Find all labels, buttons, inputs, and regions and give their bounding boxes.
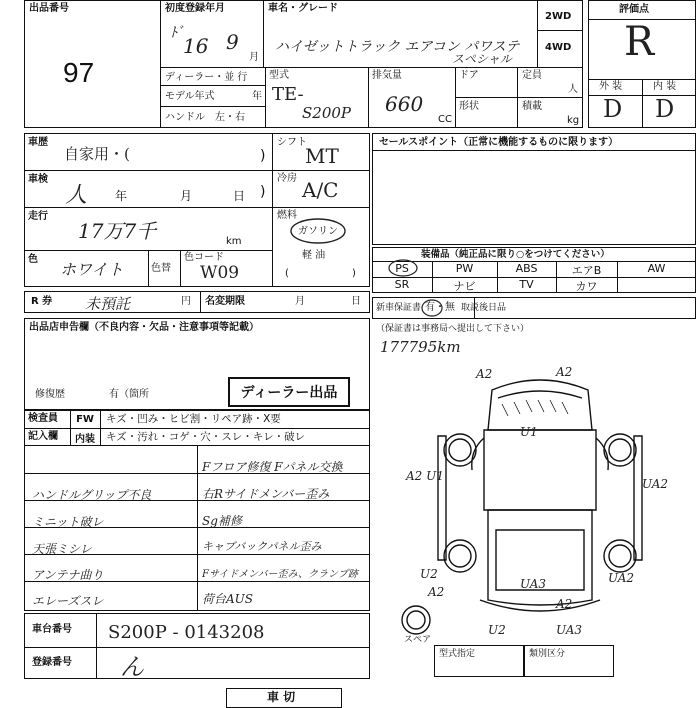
shaken-label: 車検 <box>28 174 48 185</box>
ac-value: A/C <box>302 178 339 202</box>
equip-sr[interactable]: SR <box>394 278 410 291</box>
interior-items: キズ・汚れ・コゲ・穴・スレ・キレ・破レ <box>106 431 306 443</box>
category-box <box>524 645 614 677</box>
mark-bed: UA3 <box>520 577 547 591</box>
mark-left-side: A2 U1 <box>406 469 444 483</box>
repair-label: 修復歴 <box>35 389 65 400</box>
model-value-2: S200P <box>302 104 351 122</box>
fuel-gasoline[interactable]: ガソリン <box>298 226 338 237</box>
history-label: 車歴 <box>28 137 48 148</box>
name-change-day-unit: 日 <box>351 296 361 307</box>
first-registration-label: 初度登録年月 <box>165 3 225 14</box>
mark-cab-top: U1 <box>520 425 538 439</box>
capacity-label: 定員 <box>522 70 542 81</box>
model-year-unit: 年 <box>252 91 262 102</box>
vehicle-grade: スペシャル <box>452 52 512 66</box>
mark-front-left: A2 <box>476 367 493 381</box>
equip-aw[interactable]: AW <box>647 262 666 275</box>
spare-label: スペア <box>404 635 432 645</box>
dealer-stamp-text: ディーラー出品 <box>240 385 338 401</box>
cc-unit: CC <box>438 114 452 125</box>
name-change-month-unit: 月 <box>295 296 305 307</box>
model-year-label: モデル年式 <box>165 91 215 102</box>
equipment-title: 装備品（純正品に限り○をつけてください） <box>421 249 610 260</box>
door-label: ドア <box>459 70 479 81</box>
lot-number-label: 出品番号 <box>29 3 69 14</box>
note-left-3: 天張ミシレ <box>32 542 92 556</box>
vehicle-damage-diagram <box>380 360 696 650</box>
model-label: 型式 <box>269 70 289 81</box>
lot-number-box <box>24 0 161 128</box>
sales-point-box <box>372 133 696 245</box>
equip-tv[interactable]: TV <box>519 278 534 291</box>
fuel-label: 燃料 <box>277 210 297 221</box>
dealer-stamp <box>228 377 350 407</box>
shift-value: MT <box>305 144 339 168</box>
shaken-mark: 人 <box>65 183 88 208</box>
equip-pw[interactable]: PW <box>455 262 474 275</box>
color-value: ホワイト <box>60 260 124 279</box>
yen-unit: 円 <box>181 296 191 307</box>
load-label: 積載 <box>522 101 542 112</box>
equip-ps[interactable]: PS <box>395 262 409 275</box>
km-unit: km <box>226 236 242 247</box>
later-item-label: 後日品 <box>479 303 507 313</box>
manual-label: 取説 <box>461 303 480 313</box>
note-right-2: 右Rサイドメンバー歪み <box>202 487 330 501</box>
note-right-4: キャブバックパネル歪み <box>202 540 322 553</box>
exterior-tag: FW <box>76 413 94 425</box>
warranty-value[interactable]: 有・無 <box>425 302 455 313</box>
shift-label: シフト <box>277 137 307 148</box>
era-mark: ﾄﾞ <box>170 25 184 41</box>
shaken-day-unit: 日 <box>233 189 246 203</box>
model-spec-box <box>434 645 524 677</box>
dealer-label: ディーラー・並 行 <box>165 72 248 83</box>
writer-label: 記入欄 <box>28 431 58 442</box>
sales-point-title: セールスポイント（正常に機能するものに限ります） <box>379 137 619 148</box>
fuel-diesel[interactable]: 軽 油 <box>302 250 326 261</box>
displacement-label: 排気量 <box>372 70 402 81</box>
handle-options[interactable]: 左・右 <box>215 112 245 123</box>
note-right-6: 荷台AUS <box>202 592 254 606</box>
main-spec-box <box>160 0 583 128</box>
kg-unit: kg <box>567 115 580 126</box>
mileage-value: 17万7千 <box>78 219 157 243</box>
recycle-value: 未預託 <box>85 295 131 313</box>
repair-value: 有（箇所 <box>109 389 149 400</box>
color-code-label: 色コード <box>184 252 224 263</box>
shape-label: 形状 <box>459 101 479 112</box>
grade-label: 評価点 <box>619 4 649 15</box>
category-label: 類別区分 <box>529 649 566 659</box>
odometer-note: 177795km <box>380 338 461 356</box>
shaken-month-unit: 月 <box>180 189 193 203</box>
note-left-4: アンテナ曲り <box>32 568 104 582</box>
interior-grade: D <box>655 95 675 123</box>
vehicle-name-label: 車名・グレード <box>268 3 338 14</box>
mark-right-rear: UA2 <box>608 571 635 585</box>
history-close: ) <box>260 148 266 164</box>
mark-right-side: UA2 <box>642 477 669 491</box>
grade-value: R <box>624 19 655 65</box>
inspector-label: 検査員 <box>28 413 58 424</box>
grade-box <box>588 0 696 128</box>
cut-label: 車 切 <box>267 690 296 704</box>
mark-rear-u2: U2 <box>488 623 506 637</box>
note-left-2: ミニット破レ <box>32 515 104 529</box>
chassis-label: 車台番号 <box>32 624 72 635</box>
fuel-paren-close: ) <box>352 268 356 279</box>
color-label: 色 <box>28 254 38 265</box>
color-change-label: 色替 <box>151 263 171 274</box>
equip-airbag[interactable]: エアB <box>571 264 602 277</box>
recycle-row <box>24 291 370 313</box>
registration-year: 16 <box>183 34 209 58</box>
month-unit: 月 <box>249 52 259 63</box>
shaken-year-unit: 年 <box>115 189 128 203</box>
exterior-items: キズ・凹み・ヒビ割・リペア跡・X要 <box>106 413 281 425</box>
mark-rear-a2: A2 <box>428 585 445 599</box>
exterior-label: 外 装 <box>599 81 623 92</box>
warranty-answer-circle <box>420 298 444 318</box>
warranty-row <box>372 297 696 319</box>
warranty-note: （保証書は事務局へ提出して下さい） <box>376 324 530 334</box>
equip-navi[interactable]: ナビ <box>453 280 476 293</box>
mark-rear-bumper: A2 <box>556 597 573 611</box>
warranty-label: 新車保証書 <box>376 303 422 313</box>
mileage-label: 走行 <box>28 211 48 222</box>
mark-front-right: A2 <box>556 365 573 379</box>
note-left-1: ハンドルグリップ不良 <box>32 488 152 502</box>
history-value: 自家用・( <box>64 145 130 163</box>
equip-abs[interactable]: ABS <box>515 262 538 275</box>
chassis-value: S200P - 0143208 <box>108 622 265 643</box>
model-spec-label: 型式指定 <box>439 649 476 659</box>
note-left-5: エレーズスレ <box>32 594 104 608</box>
report-title: 出品店申告欄（不良内容・欠品・注意事項等記載） <box>29 322 259 333</box>
note-right-3: Sg補修 <box>202 514 242 528</box>
ac-label: 冷房 <box>277 173 297 184</box>
reg-number-label: 登録番号 <box>32 657 72 668</box>
mark-rear-ua3: UA3 <box>556 623 583 637</box>
recycle-label: R 券 <box>31 296 53 307</box>
gasoline-circle <box>288 216 348 246</box>
color-code-value: W09 <box>200 263 240 283</box>
drive-2wd[interactable]: 2WD <box>545 11 572 22</box>
note-right-1: Fフロア修復 Fパネル交換 <box>202 460 343 474</box>
fuel-paren-open: ( <box>285 268 289 279</box>
shaken-close: ) <box>260 184 266 200</box>
lot-number: 97 <box>63 57 95 88</box>
interior-tag: 内装 <box>75 433 95 445</box>
note-right-5: Fサイドメンバー歪み、クランプ跡 <box>202 569 359 580</box>
drive-4wd[interactable]: 4WD <box>545 42 572 53</box>
model-value: TE- <box>272 84 304 105</box>
exterior-grade: D <box>603 95 623 123</box>
reg-number-value: ん <box>120 653 144 681</box>
mark-left-rear: U2 <box>420 567 438 581</box>
capacity-unit: 人 <box>568 84 578 95</box>
ps-circle <box>385 258 421 278</box>
cut-label-box <box>226 688 342 708</box>
vehicle-name: ハイゼットトラック エアコン パワステ <box>275 39 520 55</box>
registration-month: 9 <box>226 30 239 54</box>
interior-label: 内 装 <box>653 81 677 92</box>
displacement-value: 660 <box>385 92 424 116</box>
equip-leather[interactable]: カワ <box>575 280 598 293</box>
name-change-label: 名変期限 <box>205 296 245 307</box>
handle-label: ハンドル <box>165 112 205 123</box>
